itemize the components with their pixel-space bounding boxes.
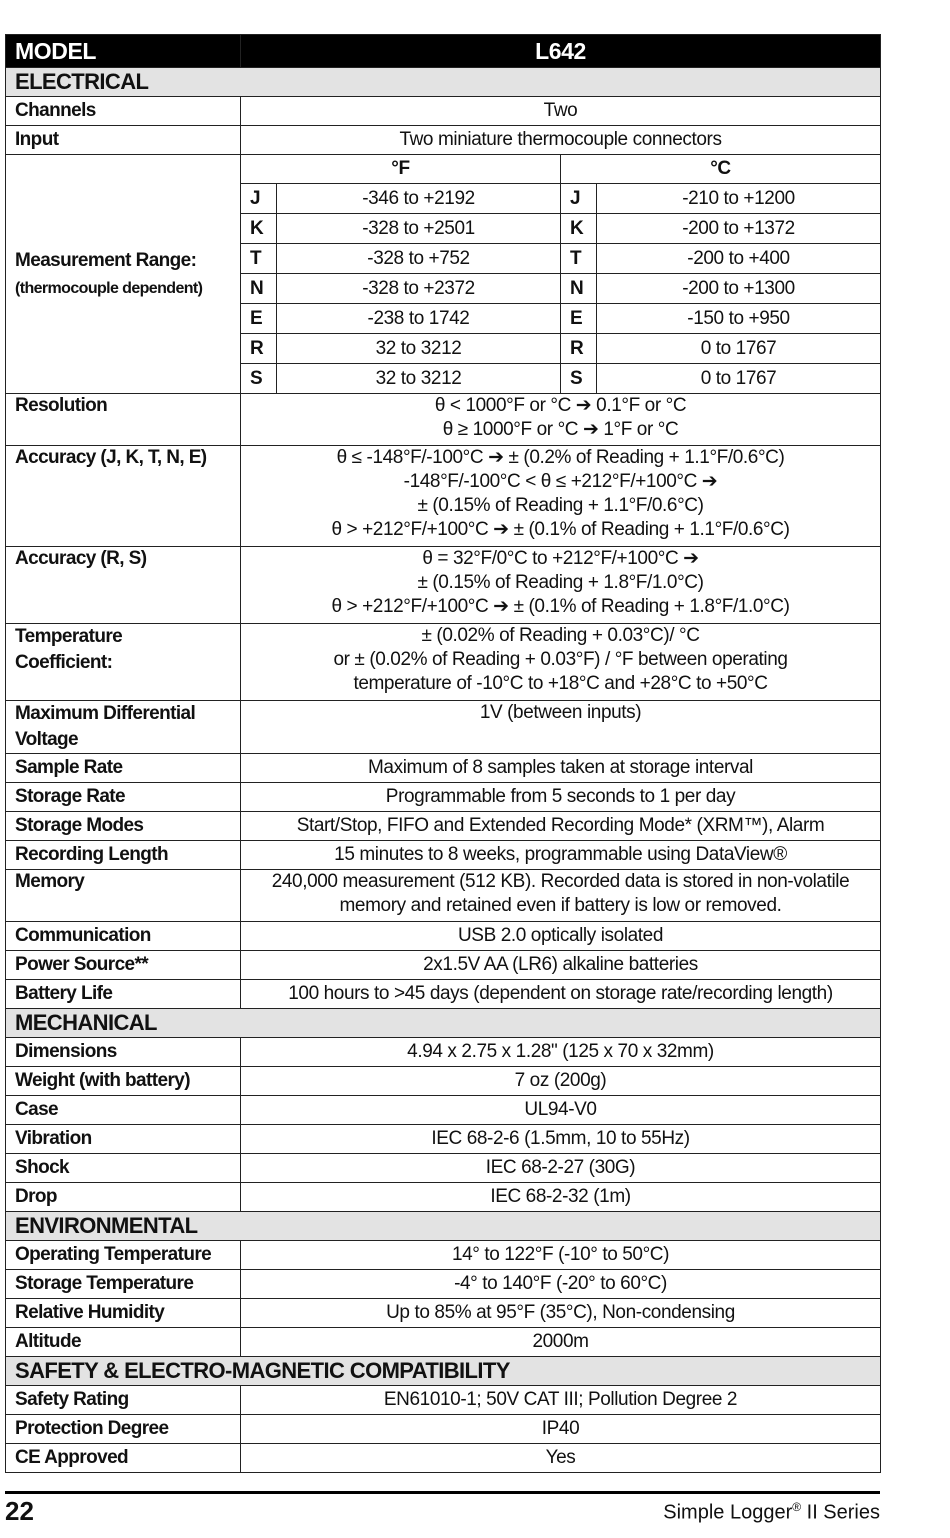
range-c: -200 to +400 (597, 244, 881, 274)
spec-label: Battery Life (6, 980, 241, 1009)
range-c: -150 to +950 (597, 304, 881, 334)
model-row (6, 35, 881, 68)
section-title: SAFETY & ELECTRO-MAGNETIC COMPATIBILITY (6, 1357, 881, 1386)
spec-row-memory (6, 870, 881, 922)
spec-row-sample-rate (6, 754, 881, 783)
spec-label: Protection Degree (6, 1415, 241, 1444)
spec-value: IEC 68-2-27 (30G) (241, 1154, 881, 1183)
spec-label: Operating Temperature (6, 1241, 241, 1270)
page-number: 22 (5, 1496, 34, 1526)
range-f: -328 to +752 (277, 244, 561, 274)
range-f: -238 to 1742 (277, 304, 561, 334)
spec-value: Yes (241, 1444, 881, 1473)
spec-value: UL94-V0 (241, 1096, 881, 1125)
range-c: 0 to 1767 (597, 334, 881, 364)
spec-value: 2x1.5V AA (LR6) alkaline batteries (241, 951, 881, 980)
section-environmental (6, 1212, 881, 1241)
spec-row-storage-rate (6, 783, 881, 812)
tc-type: E (561, 304, 597, 334)
spec-row-resolution (6, 394, 881, 446)
spec-value (241, 547, 881, 624)
spec-row-accuracy-rs (6, 547, 881, 624)
spec-value: IEC 68-2-6 (1.5mm, 10 to 55Hz) (241, 1125, 881, 1154)
value-line: ± (0.02% of Reading + 0.03°C)/ °C (421, 625, 700, 646)
spec-row (6, 1386, 881, 1415)
spec-label: Storage Modes (6, 812, 241, 841)
spec-value: USB 2.0 optically isolated (241, 922, 881, 951)
value-line: ± (0.15% of Reading + 1.8°F/1.0°C) (417, 572, 704, 593)
spec-label: Sample Rate (6, 754, 241, 783)
tc-type: S (241, 364, 277, 394)
spec-value: 15 minutes to 8 weeks, programmable using DataView® (241, 841, 881, 870)
spec-label: CE Approved (6, 1444, 241, 1473)
value-line: θ < 1000°F or °C ➔ 0.1°F or °C (434, 395, 687, 416)
value-line: memory and retained even if battery is low or removed. (339, 895, 782, 916)
value-line: 240,000 measurement (512 KB). Recorded data is stored in non-volatile (271, 871, 850, 892)
spec-label: Accuracy (R, S) (6, 547, 241, 624)
tc-type: J (241, 184, 277, 214)
spec-row (6, 1270, 881, 1299)
spec-value: -4° to 140°F (-20° to 60°C) (241, 1270, 881, 1299)
spec-value: IP40 (241, 1415, 881, 1444)
spec-value: Programmable from 5 seconds to 1 per day (241, 783, 881, 812)
label-line: Coefficient: (15, 652, 113, 673)
spec-label: Channels (6, 97, 241, 126)
spec-label: Memory (6, 870, 241, 922)
section-safety (6, 1357, 881, 1386)
tc-type: N (561, 274, 597, 304)
spec-row (6, 1067, 881, 1096)
tc-type: E (241, 304, 277, 334)
value-line: θ > +212°F/+100°C ➔ ± (0.1% of Reading + 1.8°F/1.0°C) (331, 596, 790, 617)
section-title: ELECTRICAL (6, 68, 881, 97)
spec-row (6, 1328, 881, 1357)
spec-row-communication (6, 922, 881, 951)
section-title: ENVIRONMENTAL (6, 1212, 881, 1241)
spec-row-channels (6, 97, 881, 126)
spec-row-temp-coeff (6, 624, 881, 701)
range-f: -346 to +2192 (277, 184, 561, 214)
spec-value: 2000m (241, 1328, 881, 1357)
spec-row (6, 1415, 881, 1444)
spec-row (6, 1241, 881, 1270)
range-f: 32 to 3212 (277, 364, 561, 394)
series-suffix: II Series (801, 1501, 880, 1524)
spec-value: Two (241, 97, 881, 126)
range-c: -200 to +1372 (597, 214, 881, 244)
range-f: -328 to +2372 (277, 274, 561, 304)
spec-row (6, 1154, 881, 1183)
spec-label: Weight (with battery) (6, 1067, 241, 1096)
spec-row-accuracy-jktne (6, 446, 881, 547)
spec-row-input (6, 126, 881, 155)
value-line: θ > +212°F/+100°C ➔ ± (0.1% of Reading + 1.1°F/0.6°C) (331, 519, 790, 540)
spec-label (6, 701, 241, 754)
value-line: ± (0.15% of Reading + 1.1°F/0.6°C) (417, 495, 704, 516)
model-name: L642 (241, 35, 881, 68)
spec-row-power-source (6, 951, 881, 980)
spec-label: Drop (6, 1183, 241, 1212)
spec-value: Start/Stop, FIFO and Extended Recording Mode* (XRM™), Alarm (241, 812, 881, 841)
spec-row (6, 1444, 881, 1473)
tc-type: T (561, 244, 597, 274)
spec-row (6, 1038, 881, 1067)
spec-value (241, 624, 881, 701)
series-name (663, 1500, 880, 1525)
spec-row-storage-modes (6, 812, 881, 841)
spec-value: 4.94 x 2.75 x 1.28" (125 x 70 x 32mm) (241, 1038, 881, 1067)
spec-value: 14° to 122°F (-10° to 50°C) (241, 1241, 881, 1270)
spec-label: Input (6, 126, 241, 155)
value-line: -148°F/-100°C < θ ≤ +212°F/+100°C ➔ (403, 471, 718, 492)
spec-value: 1V (between inputs) (241, 701, 881, 754)
tc-type: S (561, 364, 597, 394)
tc-type: N (241, 274, 277, 304)
spec-label: Storage Rate (6, 783, 241, 812)
spec-label: Accuracy (J, K, T, N, E) (6, 446, 241, 547)
label-line: Temperature (15, 626, 123, 647)
spec-label: Safety Rating (6, 1386, 241, 1415)
spec-row (6, 1299, 881, 1328)
tc-type: R (561, 334, 597, 364)
unit-c: °C (561, 155, 881, 184)
spec-row-battery-life (6, 980, 881, 1009)
spec-label: Communication (6, 922, 241, 951)
label-line: Maximum Differential (15, 703, 196, 724)
spec-label: Resolution (6, 394, 241, 446)
footer-rule (5, 1491, 880, 1494)
spec-label: Case (6, 1096, 241, 1125)
spec-value: 7 oz (200g) (241, 1067, 881, 1096)
spec-row (6, 1183, 881, 1212)
range-c: -200 to +1300 (597, 274, 881, 304)
model-label: MODEL (6, 35, 241, 68)
spec-row (6, 1125, 881, 1154)
value-line: or ± (0.02% of Reading + 0.03°F) / °F between operating (333, 649, 788, 670)
range-f: 32 to 3212 (277, 334, 561, 364)
spec-row-recording-length (6, 841, 881, 870)
spec-value: Two miniature thermocouple connectors (241, 126, 881, 155)
label-line: Voltage (15, 729, 79, 750)
value-line: θ ≤ -148°F/-100°C ➔ ± (0.2% of Reading + 1.1°F/0.6°C) (336, 447, 785, 468)
tc-type: J (561, 184, 597, 214)
spec-value: 100 hours to >45 days (dependent on storage rate/recording length) (241, 980, 881, 1009)
spec-row-range-header (6, 155, 881, 184)
range-c: -210 to +1200 (597, 184, 881, 214)
spec-value (241, 394, 881, 446)
tc-type: T (241, 244, 277, 274)
spec-label: Shock (6, 1154, 241, 1183)
value-line: θ ≥ 1000°F or °C ➔ 1°F or °C (442, 419, 679, 440)
spec-value: Maximum of 8 samples taken at storage interval (241, 754, 881, 783)
spec-label: Storage Temperature (6, 1270, 241, 1299)
spec-value: IEC 68-2-32 (1m) (241, 1183, 881, 1212)
series-reg: ® (792, 1500, 802, 1514)
tc-type: R (241, 334, 277, 364)
spec-label: Relative Humidity (6, 1299, 241, 1328)
spec-table (5, 34, 881, 1473)
section-title: MECHANICAL (6, 1009, 881, 1038)
value-line: temperature of -10°C to +18°C and +28°C to +50°C (353, 673, 768, 694)
spec-label: Recording Length (6, 841, 241, 870)
spec-label: Power Source** (6, 951, 241, 980)
range-f: -328 to +2501 (277, 214, 561, 244)
section-electrical (6, 68, 881, 97)
spec-row (6, 1096, 881, 1125)
spec-label: Altitude (6, 1328, 241, 1357)
spec-value: Up to 85% at 95°F (35°C), Non-condensing (241, 1299, 881, 1328)
spec-label: Dimensions (6, 1038, 241, 1067)
section-mechanical (6, 1009, 881, 1038)
spec-sublabel: (thermocouple dependent) (15, 280, 203, 297)
value-line: θ = 32°F/0°C to +212°F/+100°C ➔ (422, 548, 699, 569)
spec-value (241, 870, 881, 922)
spec-row-max-diff (6, 701, 881, 754)
tc-type: K (241, 214, 277, 244)
spec-value: EN61010-1; 50V CAT III; Pollution Degree 2 (241, 1386, 881, 1415)
spec-label: Measurement Range: (15, 250, 197, 271)
spec-label (6, 624, 241, 701)
spec-label: Vibration (6, 1125, 241, 1154)
range-c: 0 to 1767 (597, 364, 881, 394)
tc-type: K (561, 214, 597, 244)
spec-value (241, 446, 881, 547)
series-brand: Simple Logger (663, 1501, 793, 1524)
unit-f: °F (241, 155, 561, 184)
range-label-cell (6, 155, 241, 394)
